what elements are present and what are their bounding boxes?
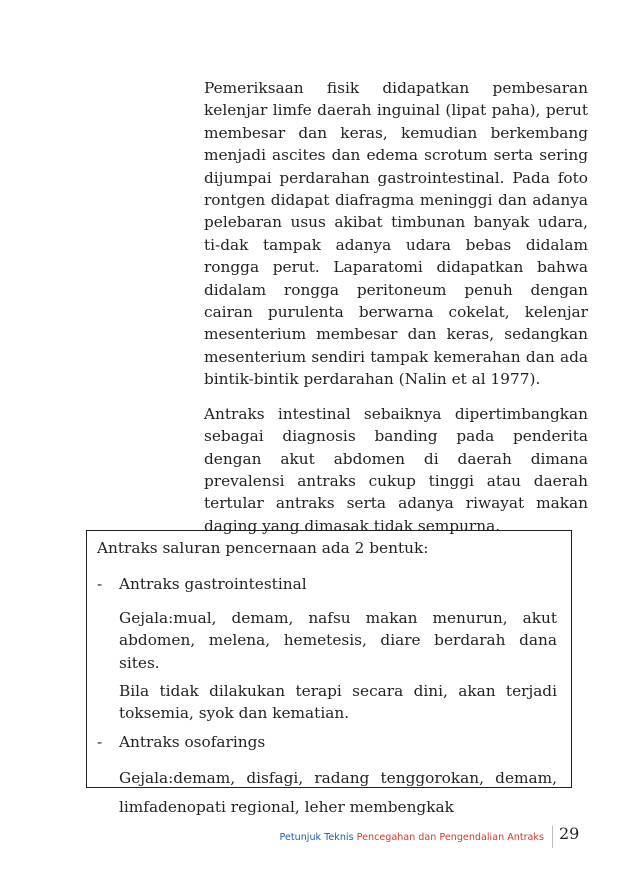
footer-title-part2: Pencegahan dan Pengendalian Antraks	[356, 832, 544, 843]
paragraph-differential-diagnosis: Antraks intestinal sebaiknya dipertimbangkan sebagai diagnosis banding pada penderita dengan akut abdomen di daerah dimana prevalensi antraks cukup tinggi atau daerah tertular antraks serta adanya riwayat makan daging yang dimasak tidak sempurna.	[204, 404, 588, 535]
page-number: 29	[559, 824, 580, 843]
list-item-osofarings	[97, 731, 557, 753]
main-body-text	[204, 77, 588, 549]
dash-bullet: -	[97, 732, 103, 751]
info-box	[86, 530, 572, 817]
page-footer	[280, 832, 544, 843]
symptoms-osofarings: Gejala:demam, disfagi, radang tenggorokan, demam, limfadenopati regional, leher membengkak	[119, 769, 557, 817]
footer-title-part1: Petunjuk Teknis	[279, 832, 354, 843]
footer-divider	[552, 826, 553, 848]
paragraph-examination: Pemeriksaan fisik didapatkan pembesaran kelenjar limfe daerah inguinal (lipat paha), perut membesar dan keras, kemudian berkembang menjadi ascites dan edema scrotum serta sering dijumpai perdarahan gastrointestinal. Pada foto rontgen didapat diafragma meninggi dan adanya pelebaran usus akibat timbunan banyak udara, ti-dak tampak adanya udara bebas didalam rongga perut. Laparatomi didapatkan bahwa didalam rongga peritoneum penuh dengan cairan purulenta berwarna cokelat, kelenjar mesenterium membesar dan keras, sedangkan mesenterium sendiri tampak kemerahan dan ada bintik-bintik perdarahan (Nalin et al 1977).	[204, 79, 588, 389]
symptoms-gastrointestinal: Gejala:mual, demam, nafsu makan menurun, akut abdomen, melena, hemetesis, diare berdarah dana sites.	[119, 608, 557, 672]
note-gastrointestinal: Bila tidak dilakukan terapi secara dini, akan terjadi toksemia, syok dan kematian.	[119, 682, 557, 723]
dash-bullet: -	[97, 575, 103, 594]
item-title: Antraks osofarings	[119, 732, 266, 751]
item-title: Antraks gastrointestinal	[119, 575, 307, 594]
info-box-intro: Antraks saluran pencernaan ada 2 bentuk:	[97, 539, 429, 557]
list-item-gastrointestinal	[97, 573, 557, 595]
